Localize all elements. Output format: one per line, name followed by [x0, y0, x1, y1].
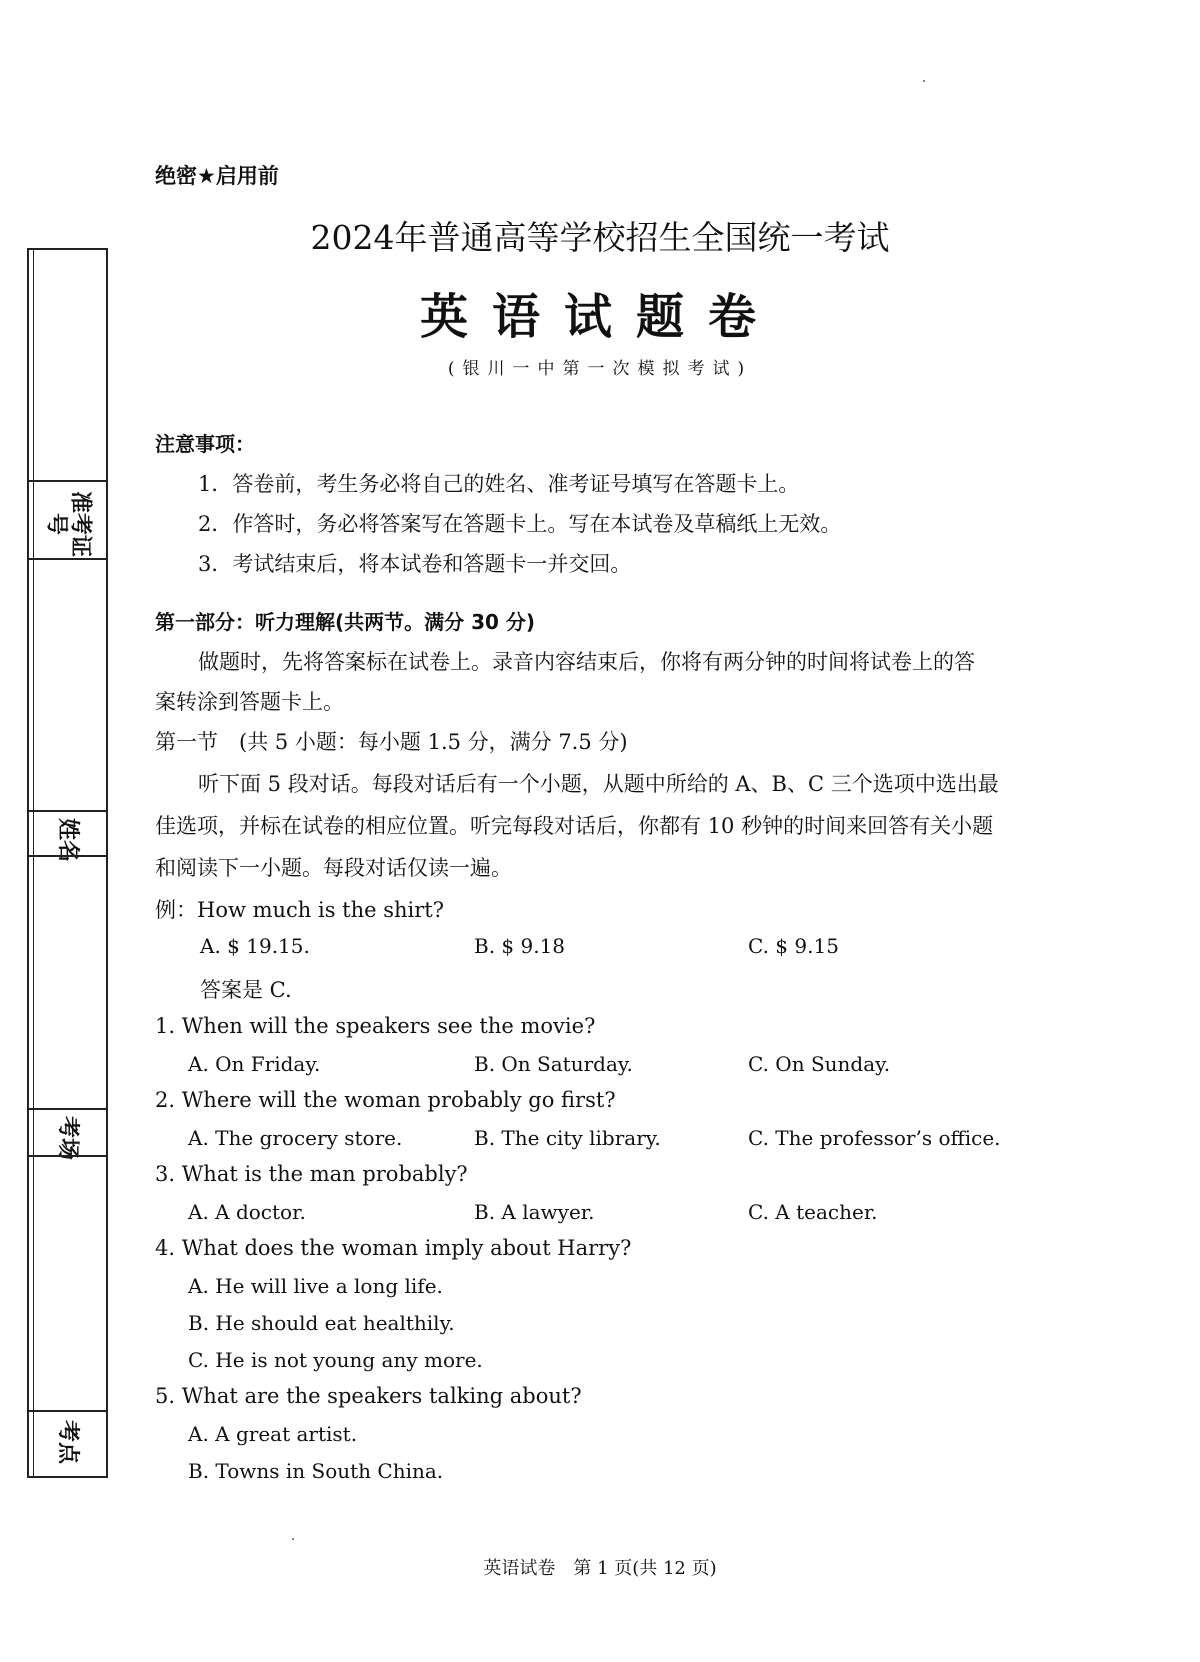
option: C. A teacher.	[748, 1200, 878, 1224]
example-option: B. $ 9.18	[474, 934, 566, 958]
exam-title: 2024年普通高等学校招生全国统一考试	[310, 218, 890, 257]
option: C. The professor’s office.	[748, 1126, 1001, 1150]
example-option: A. $ 19.15.	[200, 934, 310, 958]
part1-instruction: 案转涂到答题卡上。	[155, 690, 344, 714]
binding-divider	[29, 558, 106, 560]
scan-speck	[923, 80, 925, 82]
option: B. On Saturday.	[474, 1052, 633, 1076]
option: A. On Friday.	[188, 1052, 321, 1076]
option: C. He is not young any more.	[188, 1348, 483, 1372]
notice-item: 3．考试结束后，将本试卷和答题卡一并交回。	[198, 552, 632, 576]
binding-label-candidate-number: 准考证号	[43, 490, 93, 557]
option: A. He will live a long life.	[188, 1274, 443, 1298]
section1-heading: 第一节 (共 5 小题：每小题 1.5 分，满分 7.5 分)	[155, 730, 628, 754]
option: B. He should eat healthily.	[188, 1311, 455, 1335]
section1-instruction: 听下面 5 段对话。每段对话后有一个小题，从题中所给的 A、B、C 三个选项中选出最	[198, 772, 999, 796]
question-5: 5. What are the speakers talking about?	[155, 1384, 582, 1408]
option: A. The grocery store.	[188, 1126, 403, 1150]
part1-heading: 第一部分：听力理解(共两节。满分 30 分)	[155, 610, 536, 634]
notice-item: 2．作答时，务必将答案写在答题卡上。写在本试卷及草稿纸上无效。	[198, 512, 842, 536]
option: B. The city library.	[474, 1126, 661, 1150]
binding-divider	[29, 1410, 106, 1412]
example-option: C. $ 9.15	[748, 934, 839, 958]
binding-divider	[29, 480, 106, 482]
option: A. A doctor.	[188, 1200, 306, 1224]
option: A. A great artist.	[188, 1422, 358, 1446]
binding-label-exam-room: 考场	[55, 1115, 81, 1161]
option: B. Towns in South China.	[188, 1459, 444, 1483]
option: C. On Sunday.	[748, 1052, 891, 1076]
example-answer: 答案是 C.	[200, 978, 292, 1002]
subject-title: 英语试题卷	[419, 289, 780, 345]
question-2: 2. Where will the woman probably go first?	[155, 1088, 616, 1112]
page-footer: 英语试卷 第 1 页(共 12 页)	[483, 1558, 717, 1579]
binding-divider	[29, 855, 106, 857]
notice-item: 1．答卷前，考生务必将自己的姓名、准考证号填写在答题卡上。	[198, 472, 800, 496]
confidential-label: 绝密★启用前	[155, 164, 279, 188]
section1-instruction: 佳选项，并标在试卷的相应位置。听完每段对话后，你都有 10 秒钟的时间来回答有关小题	[155, 814, 994, 838]
binding-divider	[29, 1108, 106, 1110]
question-1: 1. When will the speakers see the movie?	[155, 1014, 596, 1038]
question-4: 4. What does the woman imply about Harry?	[155, 1236, 632, 1260]
section1-instruction: 和阅读下一小题。每段对话仅读一遍。	[155, 856, 512, 880]
exam-subtitle: (银川一中第一次模拟考试)	[447, 359, 753, 379]
binding-divider	[29, 1155, 106, 1157]
notice-heading: 注意事项：	[155, 432, 255, 456]
binding-divider	[29, 810, 106, 812]
part1-instruction: 做题时，先将答案标在试卷上。录音内容结束后，你将有两分钟的时间将试卷上的答	[198, 650, 975, 674]
binding-label-exam-site: 考点	[55, 1419, 81, 1465]
example-question: 例：How much is the shirt?	[155, 898, 444, 922]
question-3: 3. What is the man probably?	[155, 1162, 468, 1186]
option: B. A lawyer.	[474, 1200, 595, 1224]
scan-speck	[292, 1538, 294, 1540]
binding-label-name: 姓名	[55, 817, 81, 863]
binding-strip	[27, 248, 108, 1478]
